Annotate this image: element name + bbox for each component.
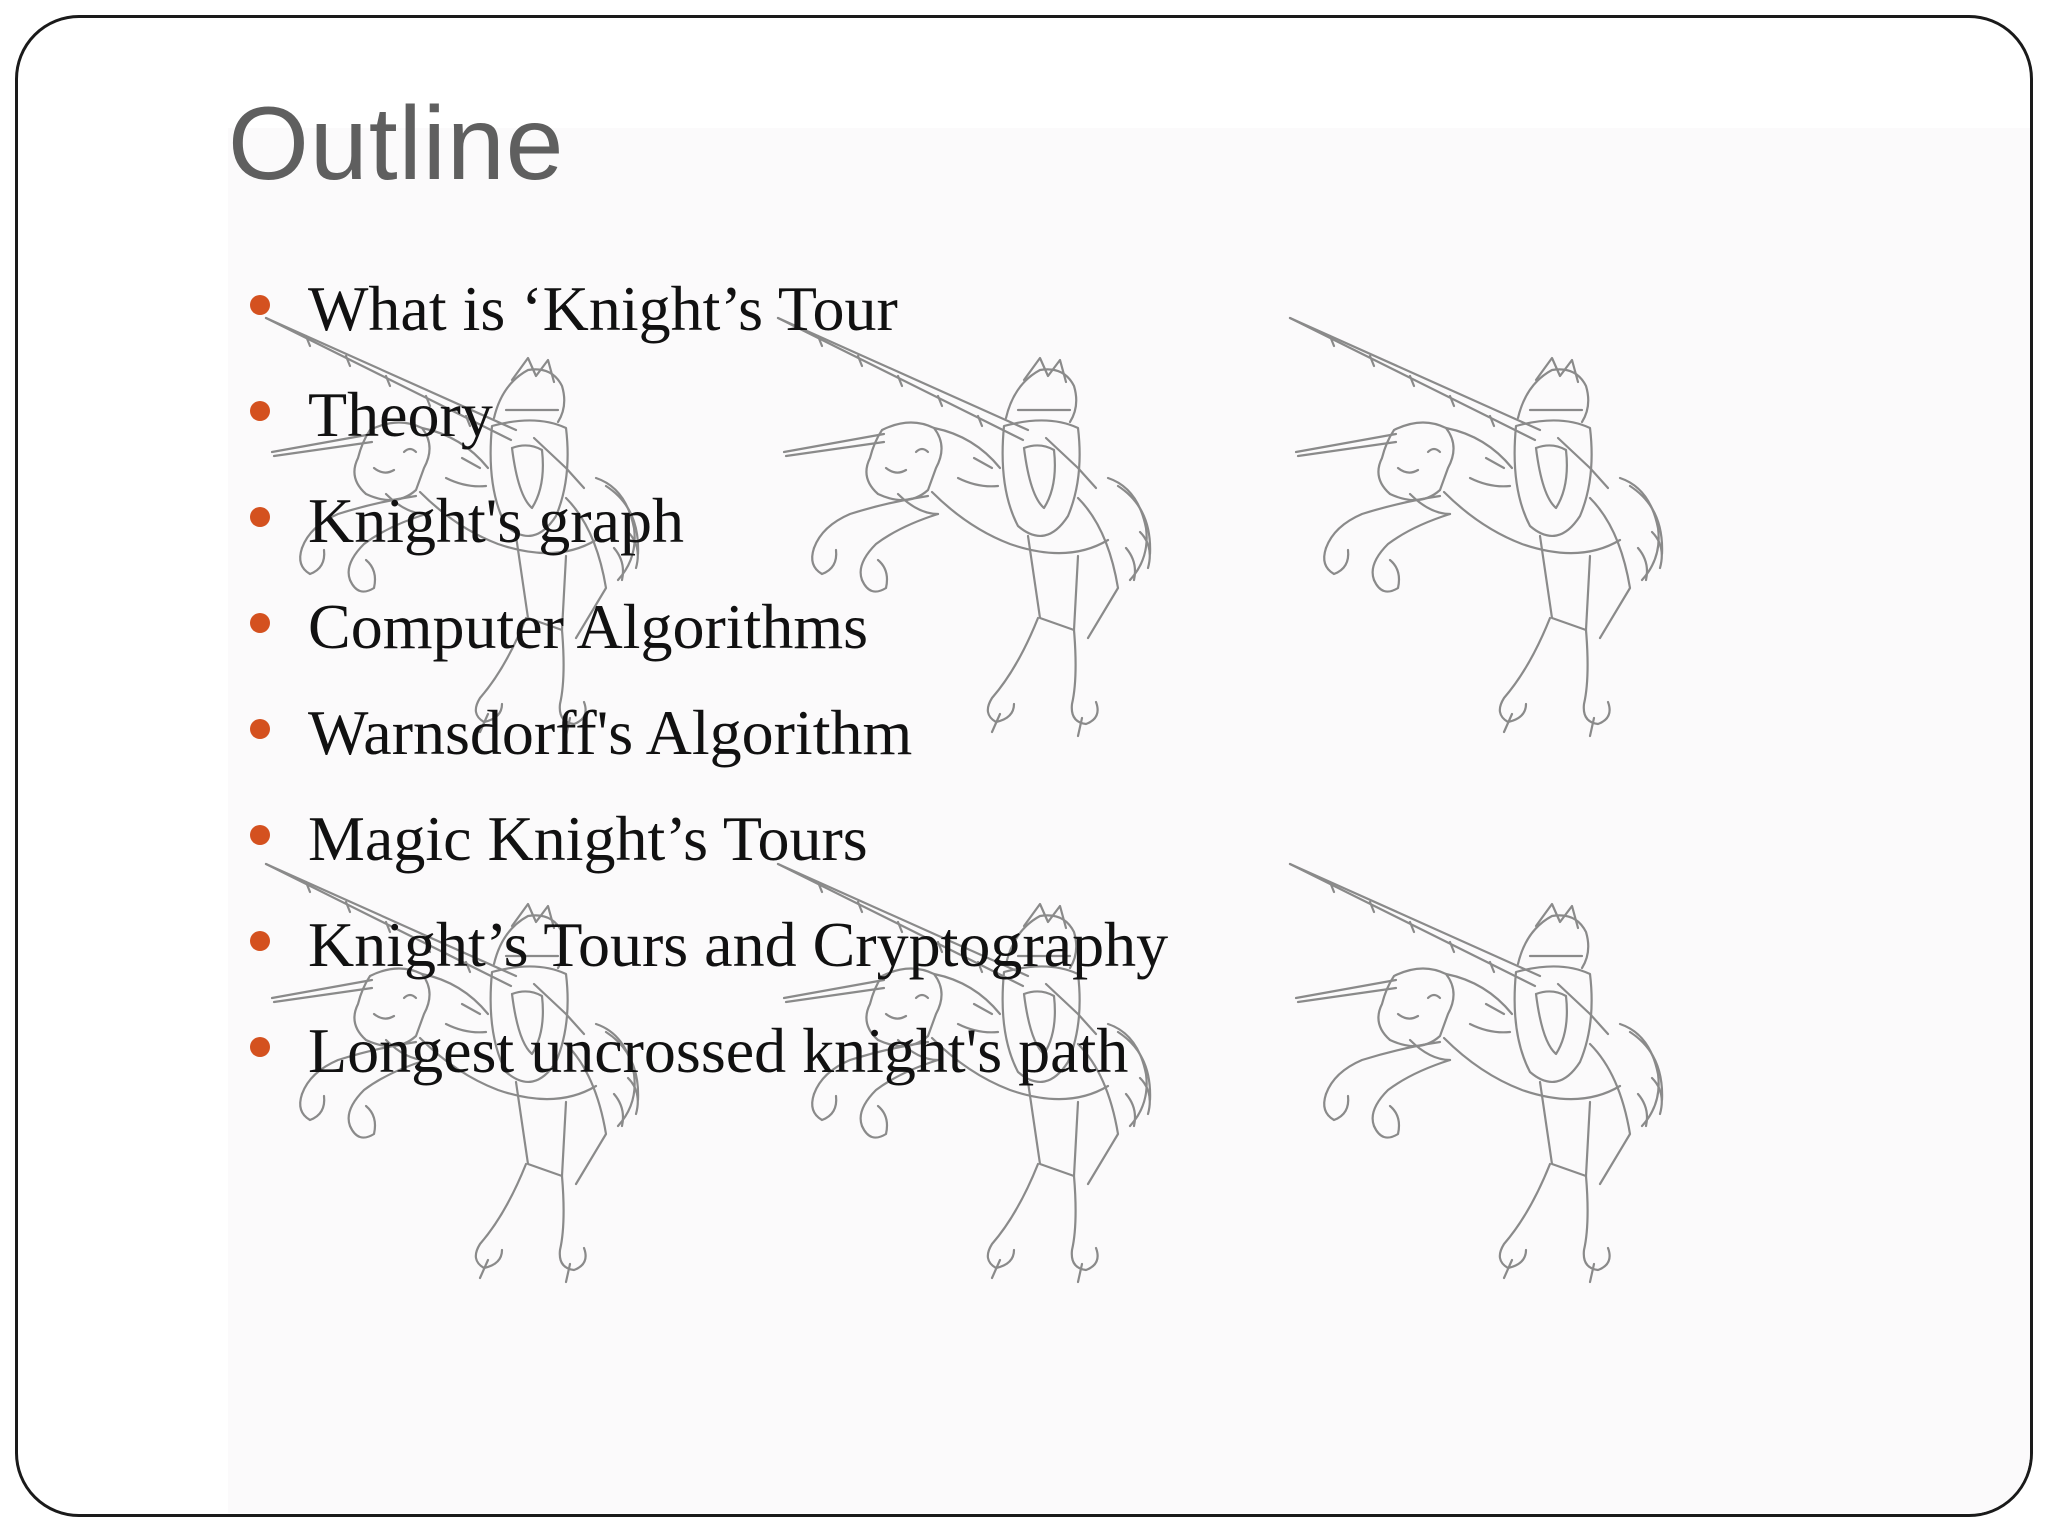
bullet-dot-icon [250, 719, 270, 739]
outline-item-text: Knight’s Tours and Cryptography [308, 909, 1169, 980]
outline-item [250, 574, 1168, 680]
outline-item [250, 892, 1168, 998]
outline-item [250, 680, 1168, 786]
outline-list [250, 256, 1168, 1104]
bullet-dot-icon [250, 401, 270, 421]
outline-item [250, 468, 1168, 574]
bullet-dot-icon [250, 613, 270, 633]
bullet-dot-icon [250, 1037, 270, 1057]
outline-item [250, 786, 1168, 892]
knight-illustration-6 [1290, 864, 1662, 1282]
outline-item-text: What is ‘Knight’s Tour [308, 273, 898, 344]
bullet-dot-icon [250, 295, 270, 315]
outline-item-text: Magic Knight’s Tours [308, 803, 868, 874]
outline-item [250, 362, 1168, 468]
bullet-dot-icon [250, 825, 270, 845]
slide [15, 15, 2033, 1517]
outline-item-text: Knight's graph [308, 485, 684, 556]
bullet-dot-icon [250, 931, 270, 951]
outline-item-text: Theory [308, 379, 493, 450]
slide-title: Outline [228, 86, 565, 202]
outline-item [250, 998, 1168, 1104]
outline-item-text: Longest uncrossed knight's path [308, 1015, 1129, 1086]
outline-item-text: Computer Algorithms [308, 591, 868, 662]
outline-item-text: Warnsdorff's Algorithm [308, 697, 913, 768]
knight-illustration-3 [1290, 318, 1662, 736]
outline-item [250, 256, 1168, 362]
bullet-dot-icon [250, 507, 270, 527]
